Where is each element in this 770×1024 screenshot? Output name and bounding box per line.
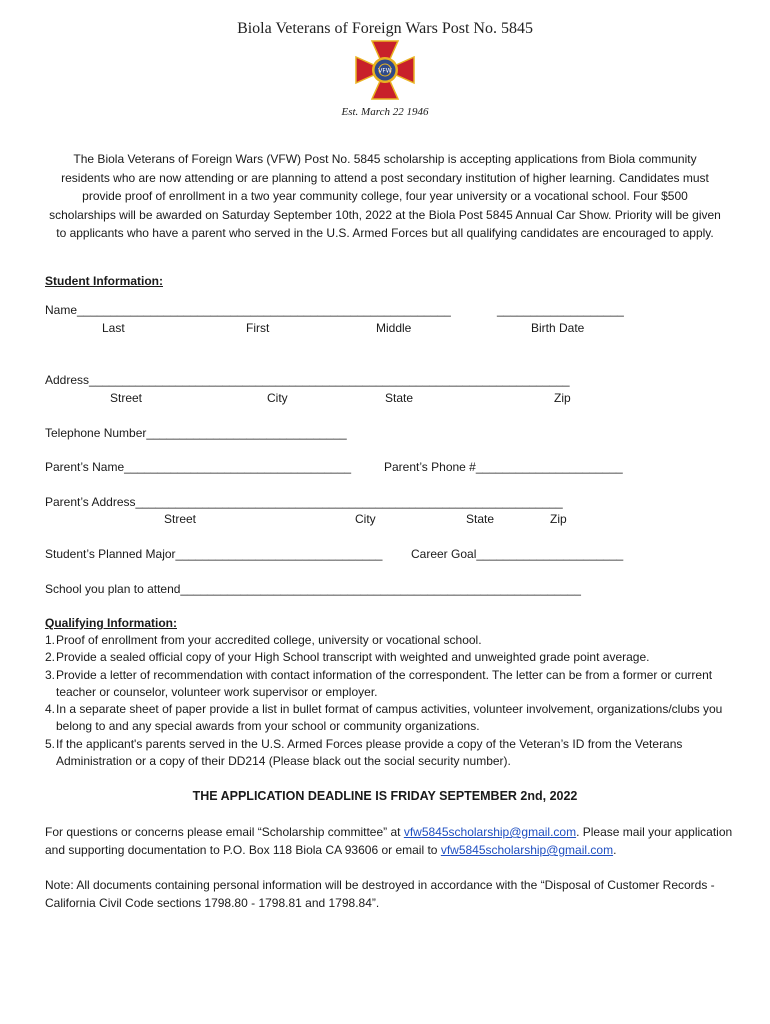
address-field[interactable]: Address________________________________________________________________________ [45, 373, 570, 387]
parent-zip-label: Zip [550, 512, 567, 526]
vfw-cross-emblem-icon [355, 40, 415, 100]
qualifying-list [45, 632, 735, 770]
first-name-label: First [246, 321, 270, 335]
parent-state-label: State [466, 512, 495, 526]
note-paragraph: Note: All documents containing personal information will be destroyed in accordance with the “Disposal of Customer Records - California Civil Code sections 1798.80 - 1798.81 and 1798.84”. [45, 878, 715, 910]
address-zip-label: Zip [554, 391, 571, 405]
list-item: 2. Provide a sealed official copy of your High School transcript with weighted and unweighted grade point average. [45, 650, 650, 665]
school-field[interactable]: School you plan to attend____________________________________________________________ [45, 582, 581, 596]
list-item: 1. Proof of enrollment from your accredited college, university or vocational school. [45, 633, 482, 647]
parent-phone-field[interactable]: Parent’s Phone #______________________ [384, 460, 623, 474]
middle-name-label: Middle [376, 321, 412, 335]
email-link-2[interactable]: vfw5845scholarship@gmail.com [440, 843, 614, 857]
list-item: 5. If the applicant's parents served in the U.S. Armed Forces please provide a copy of the Veteran’s ID from the Veterans Administration or a copy of their DD214 (Please black out the social security number). [45, 736, 683, 769]
telephone-field[interactable]: Telephone Number______________________________ [45, 426, 347, 440]
career-goal-field[interactable]: Career Goal______________________ [411, 547, 624, 561]
planned-major-field[interactable]: Student’s Planned Major_______________________________ [45, 547, 383, 561]
list-item: 3. Provide a letter of recommendation with contact information of the correspondent. The letter can be from a former or current teacher or counselor, volunteer work supervisor or employer. [45, 667, 713, 699]
deadline-notice: THE APPLICATION DEADLINE IS FRIDAY SEPTEMBER 2nd, 2022 [192, 789, 578, 803]
parent-city-label: City [355, 512, 376, 526]
address-street-label: Street [110, 391, 143, 405]
intro-paragraph: The Biola Veterans of Foreign Wars (VFW) Post No. 5845 scholarship is accepting applications from Biola community residents who are now attending or are planning to attend a post secondary institution of higher learning. Candidates must provide proof of enrollment in a two year community college, four year university or a vocational school. Four $500 scholarships will be awarded on Saturday September 10th, 2022 at the Biola Post 5845 Annual Car Show. Priority will be given to applicants who have a parent who served in the U.S. Armed Forces but all qualifying candidates are encouraged to apply. [49, 152, 721, 240]
email-link[interactable]: vfw5845scholarship@gmail.com [403, 825, 577, 839]
last-name-label: Last [102, 321, 125, 335]
address-state-label: State [385, 391, 414, 405]
qualifying-info-heading: Qualifying Information: [45, 616, 177, 630]
student-info-heading: Student Information: [45, 274, 163, 288]
birth-date-field[interactable]: ___________________ [497, 303, 624, 317]
address-city-label: City [267, 391, 288, 405]
birth-date-label: Birth Date [531, 321, 585, 335]
name-field[interactable]: Name________________________________________________________ [45, 303, 451, 317]
page-title: Biola Veterans of Foreign Wars Post No. 5845 [237, 20, 533, 37]
contact-paragraph: For questions or concerns please email “Scholarship committee” at vfw5845scholarship@gmail.com. Please mail your application and supporting documentation to P.O. Box 118 Biola CA 93606 or email to vfw5845scholarship@gmail.com. [45, 825, 733, 857]
parent-address-field[interactable]: Parent’s Address________________________________________________________________ [45, 495, 563, 509]
established-date: Est. March 22 1946 [341, 106, 429, 118]
parent-street-label: Street [164, 512, 197, 526]
list-item: 4. In a separate sheet of paper provide a list in bullet format of campus activities, volunteer involvement, organizations/clubs you belong to and any special awards from your school or community organizations. [45, 702, 723, 734]
parent-name-field[interactable]: Parent’s Name__________________________________ [45, 460, 352, 474]
svg-text:VFW: VFW [378, 67, 392, 75]
